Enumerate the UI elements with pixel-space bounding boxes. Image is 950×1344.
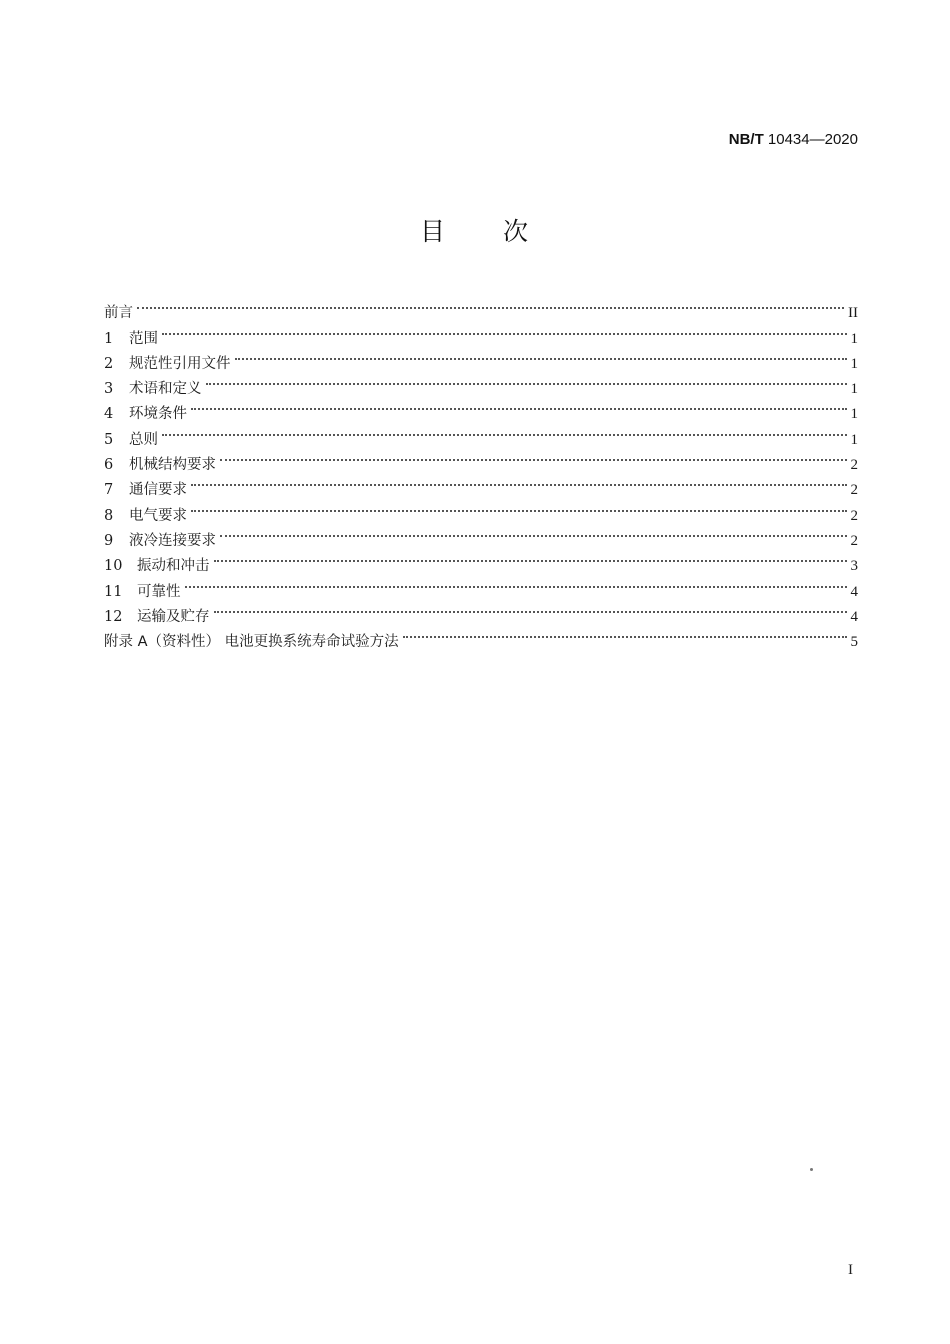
toc-dot-leader: [185, 570, 847, 595]
toc-dot-leader: [403, 621, 847, 646]
title-char-2: 次: [503, 217, 531, 246]
toc-entry-7[interactable]: [104, 469, 858, 499]
toc-dot-leader: [137, 292, 844, 317]
toc-dot-leader: [191, 494, 847, 519]
toc-entry-page: 4: [850, 583, 858, 600]
standard-prefix: NB/T: [728, 131, 764, 148]
toc-entry-title: 术语和定义: [129, 381, 202, 398]
toc-entry-8[interactable]: [104, 494, 858, 524]
toc-dot-leader: [214, 545, 847, 570]
toc-dot-leader: [162, 418, 847, 443]
title-char-1: 目: [419, 217, 447, 246]
standard-code: [729, 131, 858, 148]
toc-dot-leader: [191, 393, 847, 418]
toc-dot-leader: [214, 596, 847, 621]
toc-entry-page: 2: [850, 457, 858, 474]
toc-entry-title: 前言: [104, 305, 133, 322]
toc-entry-number: 4: [104, 406, 114, 423]
toc-dot-leader: [162, 317, 847, 342]
toc-entry-3[interactable]: [104, 368, 858, 398]
table-of-contents: [104, 292, 858, 651]
toc-entry-title: 可靠性: [137, 583, 181, 600]
toc-entry-title: 振动和冲击: [137, 558, 210, 575]
toc-entry-page: II: [848, 305, 858, 322]
toc-entry-foreword[interactable]: [104, 292, 858, 322]
toc-dot-leader: [191, 469, 847, 494]
toc-entry-6[interactable]: [104, 444, 858, 474]
toc-entry-title: 规范性引用文件: [129, 355, 231, 372]
toc-entry-page: 1: [850, 406, 858, 423]
scan-speck: [810, 1168, 813, 1171]
toc-entry-number: 6: [104, 457, 114, 474]
toc-entry-number: 12: [104, 608, 123, 625]
toc-entry-title: 电气要求: [129, 507, 187, 524]
toc-entry-page: 2: [850, 482, 858, 499]
toc-entry-number: 11: [104, 583, 123, 600]
toc-entry-number: 8: [104, 507, 114, 524]
toc-entry-title: 总则: [129, 431, 158, 448]
toc-entry-page: 3: [850, 558, 858, 575]
toc-entry-title: 运输及贮存: [137, 608, 210, 625]
toc-entry-page: 5: [850, 634, 858, 651]
toc-dot-leader: [220, 444, 847, 469]
toc-entry-12[interactable]: [104, 596, 858, 625]
toc-entry-number: 1: [104, 330, 114, 347]
toc-entry-page: 2: [850, 507, 858, 524]
toc-entry-number: 3: [104, 381, 114, 398]
toc-entry-title: 液冷连接要求: [129, 532, 216, 549]
toc-entry-page: 1: [850, 330, 858, 347]
page-number: I: [848, 1262, 853, 1278]
toc-entry-title: 机械结构要求: [129, 457, 216, 474]
toc-entry-1[interactable]: [104, 317, 858, 347]
toc-entry-title: 附录 A（资料性） 电池更换系统寿命试验方法: [104, 634, 399, 651]
toc-entry-title: 通信要求: [129, 482, 187, 499]
toc-entry-5[interactable]: [104, 418, 858, 448]
toc-entry-2[interactable]: [104, 343, 858, 372]
toc-entry-annex-a[interactable]: [104, 621, 858, 651]
toc-entry-number: 9: [104, 532, 114, 549]
toc-dot-leader: [235, 343, 847, 368]
toc-entry-title: 环境条件: [129, 406, 187, 423]
toc-dot-leader: [220, 520, 847, 545]
toc-entry-number: 2: [104, 355, 114, 372]
toc-entry-page: 1: [850, 355, 858, 372]
standard-number: 10434—2020: [767, 131, 858, 148]
toc-entry-number: 10: [104, 558, 123, 575]
toc-entry-page: 1: [850, 431, 858, 448]
toc-entry-4[interactable]: [104, 393, 858, 423]
toc-entry-title: 范围: [129, 330, 158, 347]
toc-entry-number: 7: [104, 482, 114, 499]
toc-entry-page: 2: [850, 532, 858, 549]
toc-entry-number: 5: [104, 431, 114, 448]
toc-entry-11[interactable]: [104, 570, 858, 600]
toc-entry-page: 1: [850, 381, 858, 398]
toc-entry-page: 4: [850, 608, 858, 625]
toc-entry-9[interactable]: [104, 520, 858, 549]
page-title: [0, 212, 950, 248]
toc-entry-10[interactable]: [104, 545, 858, 575]
toc-dot-leader: [206, 368, 847, 393]
